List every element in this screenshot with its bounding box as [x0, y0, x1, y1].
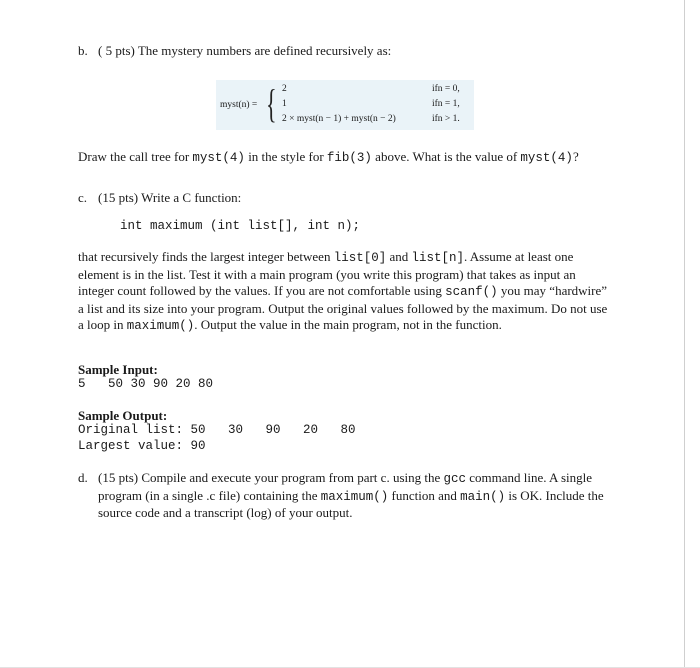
sample-input-value: 5 50 30 90 20 80 [78, 377, 214, 391]
case-value-1: 1 [282, 99, 287, 109]
case-condition-0: ifn = 0, [432, 84, 460, 94]
sample-output-line-2: Largest value: 90 [78, 439, 206, 453]
part-b-heading: ( 5 pts) The mystery numbers are defined recursively as: [98, 43, 392, 58]
recurrence-formula [216, 80, 474, 130]
case-value-0: 2 [282, 84, 287, 94]
sample-output-line-1: Original list: 50 30 90 20 80 [78, 423, 356, 437]
part-c-description: that recursively finds the largest integer between list[0] and list[n]. Assume at least one element is in the list. Test it with a main program (you write this program) that takes as input an integer count followed by the values. If you are not comfortable using scanf() you may “hardwire” a list and its size into your program. Output the original values followed by the maximum. Do not use a loop in maximum(). Output the value in the main program, not in the function. [78, 249, 608, 333]
part-d-description: (15 pts) Compile and execute your program from part c. using the gcc command line. A single program (in a single .c file) containing the maximum() function and main() is OK. Include the source code and a transcript (log) of your output. [98, 470, 604, 520]
case-value-2: 2 × myst(n − 1) + myst(n − 2) [282, 114, 396, 124]
part-b-label: b. [78, 43, 88, 58]
part-c-heading: (15 pts) Write a C function: [98, 190, 242, 205]
case-condition-1: ifn = 1, [432, 99, 460, 109]
part-b-question: Draw the call tree for myst(4) in the style for fib(3) above. What is the value of myst(4)? [78, 149, 579, 165]
part-c-label: c. [78, 190, 88, 205]
part-d-label: d. [78, 470, 88, 485]
formula-lhs: myst(n) = [220, 100, 258, 110]
sample-input-label: Sample Input: [78, 362, 158, 377]
page-edge-right [684, 0, 685, 668]
function-signature: int maximum (int list[], int n); [120, 219, 361, 233]
formula-brace: { [266, 81, 277, 126]
case-condition-2: ifn > 1. [432, 114, 460, 124]
sample-output-label: Sample Output: [78, 408, 168, 423]
